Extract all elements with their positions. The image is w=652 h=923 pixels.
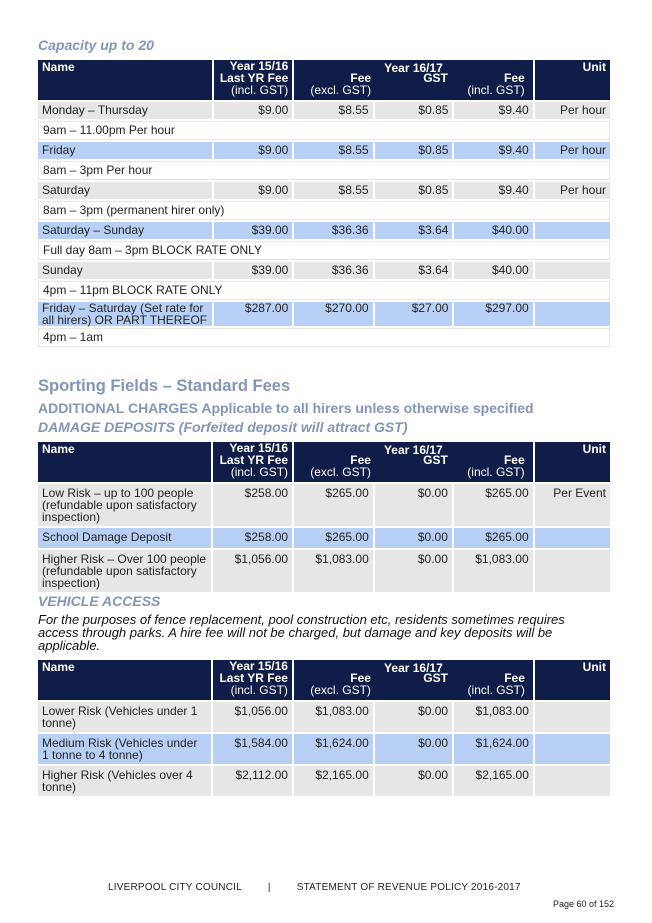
row-name: Sunday: [38, 262, 212, 279]
row-fee-incl: $1,083.00: [454, 702, 533, 732]
row-unit: [535, 222, 610, 239]
header-last-year-fee: Last YR Fee: [219, 671, 288, 685]
header-fee-incl-sub: (incl. GST): [467, 83, 525, 97]
header-last-year-label: Year 15/16: [229, 659, 288, 673]
row-gst: $0.85: [375, 102, 453, 119]
row-last-year-fee: $258.00: [213, 528, 292, 548]
row-unit: [535, 734, 610, 764]
header-fee-incl: [452, 454, 529, 478]
header-last-year-fee: Last YR Fee: [219, 71, 289, 85]
header-fee-excl-sub: (excl. GST): [310, 683, 371, 697]
table-row-note: [38, 161, 610, 180]
header-fee-excl: [298, 72, 375, 96]
header-fee-incl-sub: (incl. GST): [467, 465, 525, 479]
row-fee-excl: $265.00: [294, 528, 373, 548]
table-row: [38, 222, 610, 239]
row-fee-incl: $265.00: [454, 528, 533, 548]
table-row: [38, 182, 610, 199]
row-gst: $0.00: [375, 734, 452, 764]
row-unit: [535, 302, 610, 326]
row-last-year-fee: $287.00: [214, 302, 292, 326]
table-row-note: [38, 328, 610, 347]
row-gst: $0.00: [375, 766, 452, 796]
row-fee-incl: $1,083.00: [454, 550, 533, 592]
row-fee-excl: $8.55: [294, 102, 372, 119]
row-fee-excl: $36.36: [294, 262, 372, 279]
damage-deposits-heading: DAMAGE DEPOSITS (Forfeited deposit will attract GST): [38, 419, 408, 435]
header-unit: Unit: [535, 60, 610, 100]
header-year-1617: [294, 60, 532, 100]
header-gst-label: GST: [423, 671, 448, 685]
footer-council: LIVERPOOL CITY COUNCIL: [108, 882, 242, 893]
row-note: 8am – 3pm (permanent hirer only): [38, 201, 610, 220]
row-name: School Damage Deposit: [38, 528, 211, 548]
table-header-row: [38, 60, 610, 100]
row-fee-incl: $40.00: [454, 222, 532, 239]
row-gst: $27.00: [375, 302, 453, 326]
row-gst: $0.00: [375, 702, 452, 732]
row-fee-incl: $1,624.00: [454, 734, 533, 764]
header-last-year-incl: (incl. GST): [230, 683, 288, 697]
row-note: 9am – 11.00pm Per hour: [38, 121, 610, 140]
header-year-1617-label: Year 16/17: [384, 61, 443, 75]
header-gst-label: GST: [423, 453, 448, 467]
header-fee-excl: [298, 672, 375, 696]
row-gst: $3.64: [375, 262, 453, 279]
row-unit: [535, 262, 610, 279]
row-unit: [535, 550, 610, 592]
row-fee-excl: $265.00: [294, 484, 373, 526]
row-name: Saturday: [38, 182, 212, 199]
header-fee-incl-sub: (incl. GST): [467, 683, 525, 697]
row-fee-incl: $265.00: [454, 484, 533, 526]
sporting-fields-heading: Sporting Fields – Standard Fees: [38, 377, 291, 395]
header-name: Name: [38, 660, 211, 700]
vehicle-access-description: For the purposes of fence replacement, pool construction etc, residents sometimes requires access through parks. A hire fee will not be charged, but damage and key deposits will be applicable.: [38, 612, 565, 653]
header-last-year: [213, 442, 292, 482]
row-last-year-fee: $9.00: [214, 102, 292, 119]
header-fee-incl: [452, 672, 529, 696]
table-row-note: [38, 241, 610, 260]
row-name: Monday – Thursday: [38, 102, 212, 119]
header-last-year-label: Year 15/16: [229, 441, 289, 455]
row-fee-incl: $9.40: [454, 102, 532, 119]
row-fee-excl: $36.36: [294, 222, 372, 239]
row-fee-incl: $9.40: [454, 142, 532, 159]
table-row-note: [38, 121, 610, 140]
header-fee-excl: [298, 454, 375, 478]
table-row: [38, 484, 610, 526]
row-last-year-fee: $39.00: [214, 222, 292, 239]
table-row: [38, 550, 610, 592]
row-fee-excl: $2,165.00: [294, 766, 373, 796]
header-fee-incl-label: Fee: [503, 453, 525, 467]
header-unit: Unit: [535, 660, 610, 700]
header-name: Name: [38, 442, 211, 482]
row-unit: Per hour: [535, 142, 610, 159]
table-row: [38, 702, 610, 732]
header-fee-excl-label: Fee: [350, 71, 372, 85]
header-fee-excl-sub: (excl. GST): [310, 465, 371, 479]
row-fee-excl: $1,083.00: [294, 550, 373, 592]
row-last-year-fee: $9.00: [214, 142, 292, 159]
header-last-year-incl: (incl. GST): [230, 465, 289, 479]
table-row: [38, 766, 610, 796]
footer-separator: |: [267, 882, 271, 893]
row-unit: Per hour: [535, 182, 610, 199]
row-name: Higher Risk – Over 100 people (refundable upon satisfactory inspection): [38, 550, 211, 592]
row-fee-excl: $8.55: [294, 142, 372, 159]
row-unit: [535, 702, 610, 732]
row-unit: Per Event: [535, 484, 610, 526]
row-name: Friday: [38, 142, 212, 159]
row-unit: [535, 528, 610, 548]
header-gst: [375, 454, 452, 478]
header-year-1617-label: Year 16/17: [383, 443, 443, 457]
row-last-year-fee: $1,056.00: [213, 550, 292, 592]
header-last-year-label: Year 15/16: [229, 59, 289, 73]
header-year-1617: [294, 660, 533, 700]
row-fee-incl: $297.00: [454, 302, 532, 326]
header-last-year-fee: Last YR Fee: [219, 453, 289, 467]
table-row: [38, 142, 610, 159]
header-fee-excl-label: Fee: [350, 671, 371, 685]
header-last-year: [213, 660, 292, 700]
row-last-year-fee: $1,056.00: [213, 702, 292, 732]
header-gst-label: GST: [423, 71, 448, 85]
header-name: Name: [38, 60, 212, 100]
row-name: Higher Risk (Vehicles over 4 tonne): [38, 766, 211, 796]
header-year-1617-label: Year 16/17: [384, 661, 443, 675]
footer: [108, 882, 521, 893]
table-row: [38, 262, 610, 279]
table-row: [38, 734, 610, 764]
row-last-year-fee: $258.00: [213, 484, 292, 526]
row-fee-excl: $1,624.00: [294, 734, 373, 764]
row-note: Full day 8am – 3pm BLOCK RATE ONLY: [38, 241, 610, 260]
header-fee-excl-sub: (excl. GST): [310, 83, 372, 97]
row-gst: $0.00: [375, 550, 452, 592]
table-row-note: [38, 281, 610, 300]
row-gst: $0.00: [375, 528, 452, 548]
row-last-year-fee: $2,112.00: [213, 766, 292, 796]
header-gst: [375, 672, 452, 696]
table-row: [38, 102, 610, 119]
capacity-heading: Capacity up to 20: [38, 37, 154, 53]
row-gst: $0.00: [375, 484, 452, 526]
row-fee-incl: $40.00: [454, 262, 532, 279]
fee-table-vehicle-access: [36, 658, 612, 798]
footer-policy: STATEMENT OF REVENUE POLICY 2016-2017: [296, 882, 521, 893]
header-fee-incl: [452, 72, 529, 96]
table-row: [38, 528, 610, 548]
row-fee-excl: $270.00: [294, 302, 372, 326]
row-note: 8am – 3pm Per hour: [38, 161, 610, 180]
row-name: Medium Risk (Vehicles under 1 tonne to 4 tonne): [38, 734, 211, 764]
header-unit: Unit: [535, 442, 610, 482]
header-gst: [375, 72, 452, 96]
vehicle-access-heading: VEHICLE ACCESS: [38, 593, 161, 609]
row-note: 4pm – 1am: [38, 328, 610, 347]
header-last-year-incl: (incl. GST): [230, 83, 289, 97]
row-note: 4pm – 11pm BLOCK RATE ONLY: [38, 281, 610, 300]
row-last-year-fee: $1,584.00: [213, 734, 292, 764]
row-name: Low Risk – up to 100 people (refundable upon satisfactory inspection): [38, 484, 211, 526]
row-gst: $3.64: [375, 222, 453, 239]
row-fee-incl: $2,165.00: [454, 766, 533, 796]
header-fee-incl-label: Fee: [504, 71, 525, 85]
row-name: Friday – Saturday (Set rate for all hirers) OR PART THEREOF: [38, 302, 212, 326]
row-fee-excl: $1,083.00: [294, 702, 373, 732]
table-row: [38, 302, 610, 326]
table-header-row: [38, 442, 610, 482]
row-last-year-fee: $39.00: [214, 262, 292, 279]
additional-charges-heading: ADDITIONAL CHARGES Applicable to all hirers unless otherwise specified: [38, 400, 534, 416]
fee-table-damage-deposits: [36, 440, 612, 594]
header-year-1617: [294, 442, 533, 482]
row-last-year-fee: $9.00: [214, 182, 292, 199]
header-fee-incl-label: Fee: [504, 671, 525, 685]
row-unit: Per hour: [535, 102, 610, 119]
row-fee-excl: $8.55: [294, 182, 372, 199]
page-number: Page 60 of 152: [552, 899, 614, 909]
header-fee-excl-label: Fee: [350, 453, 371, 467]
row-fee-incl: $9.40: [454, 182, 532, 199]
row-name: Saturday – Sunday: [38, 222, 212, 239]
row-unit: [535, 766, 610, 796]
table-header-row: [38, 660, 610, 700]
table-row-note: [38, 201, 610, 220]
header-last-year: [214, 60, 292, 100]
row-gst: $0.85: [375, 142, 453, 159]
fee-table-capacity: [36, 58, 612, 349]
row-name: Lower Risk (Vehicles under 1 tonne): [38, 702, 211, 732]
row-gst: $0.85: [375, 182, 453, 199]
